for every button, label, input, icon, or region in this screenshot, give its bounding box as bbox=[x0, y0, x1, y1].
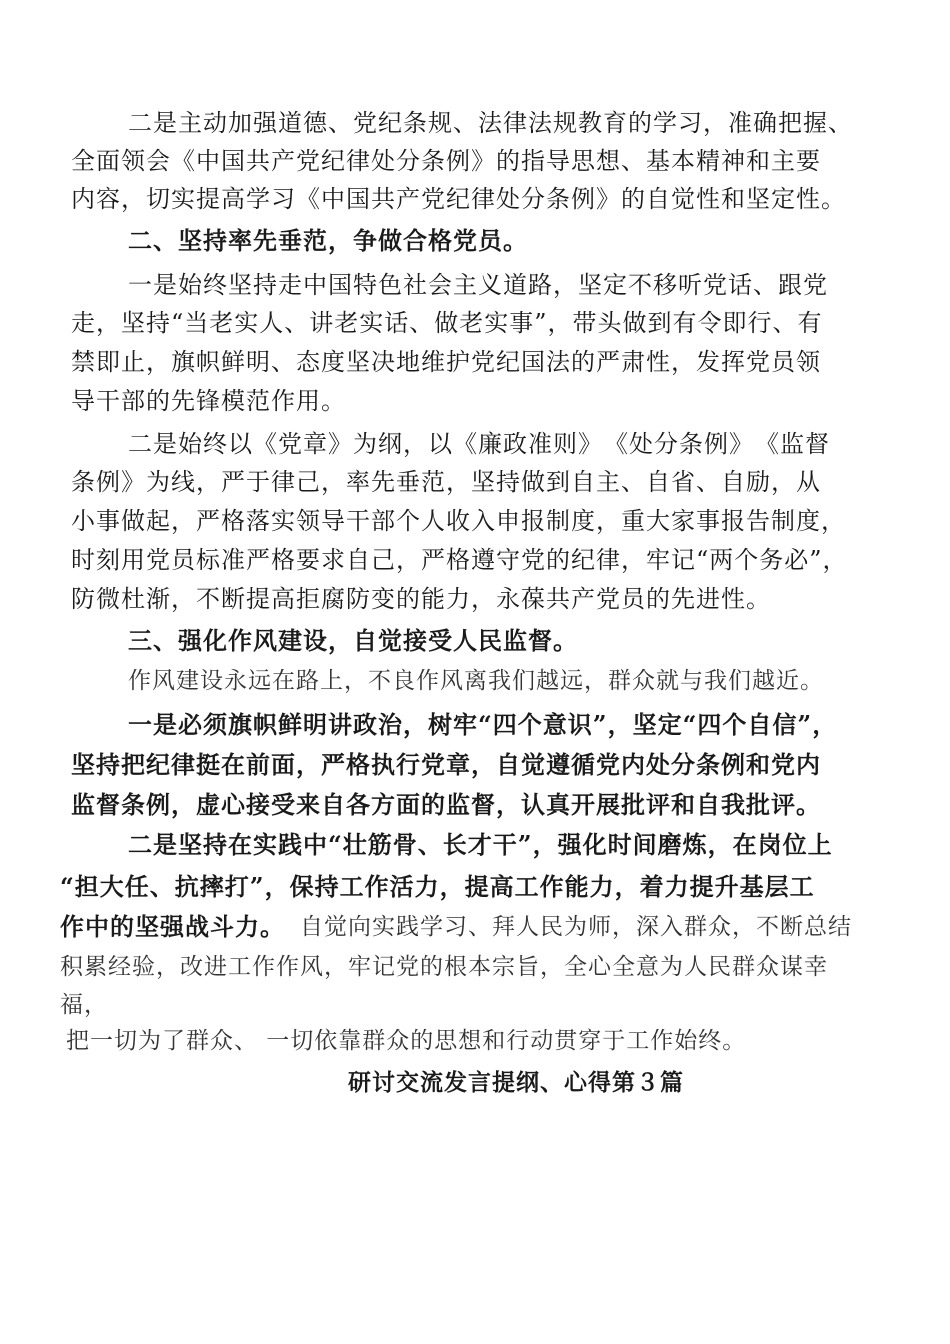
paragraph-line: 积累经验，改进工作作风，牢记党的根本宗旨，全心全意为人民群众谋幸 bbox=[60, 954, 828, 980]
paragraph-line: 自觉向实践学习、拜人民为师，深入群众，不断总结 bbox=[300, 914, 852, 940]
paragraph-line: 福， bbox=[60, 992, 108, 1018]
paragraph-line: 二是始终以《党章》为纲，以《廉政准则》 《处分条例》 《监督 bbox=[128, 430, 830, 458]
paragraph-line-bold: 一是必须旗帜鲜明讲政治，树牢“四个意识”，坚定“四个自信”， bbox=[128, 710, 838, 739]
page-title: 研讨交流发言提纲、心得第３篇 bbox=[348, 1070, 684, 1096]
paragraph-line-bold: 监督条例，虚心接受来自各方面的监督，认真开展批评和自我批评。 bbox=[71, 790, 821, 819]
paragraph-line: 作风建设永远在路上，不良作风离我们越远，群众就与我们越近。 bbox=[128, 668, 824, 694]
paragraph-line: 小事做起，严格落实领导干部个人收入申报制度，重大家事报告制度， bbox=[71, 507, 846, 535]
paragraph-line-bold: 作中的坚强战斗力。 bbox=[60, 912, 285, 941]
paragraph-line-bold: 坚持把纪律挺在前面，严格执行党章，自觉遵循党内处分条例和党内 bbox=[71, 750, 821, 779]
paragraph-line: 把一切为了群众、 一切依靠群众的思想和行动贯穿于工作始终。 bbox=[66, 1028, 747, 1054]
paragraph-line: 条例》为线，严于律己，率先垂范，坚持做到自主、自省、自励，从 bbox=[71, 468, 821, 496]
paragraph-line: 二是主动加强道德、党纪条规、法律法规教育的学习，准确把握、 bbox=[128, 109, 853, 137]
section-heading: 三、强化作风建设，自觉接受人民监督。 bbox=[128, 627, 578, 655]
paragraph-line: 禁即止，旗帜鲜明、态度坚决地维护党纪国法的严肃性，发挥党员领 bbox=[71, 348, 821, 376]
paragraph-line: 内容，切实提高学习《中国共产党纪律处分条例》的自觉性和坚定性。 bbox=[71, 185, 846, 213]
section-heading: 二、坚持率先垂范，争做合格党员。 bbox=[128, 227, 528, 255]
paragraph-line: 走，坚持“当老实人、讲老实话、做老实事”，带头做到有令即行、有 bbox=[71, 309, 823, 337]
paragraph-line: 时刻用党员标准严格要求自己，严格遵守党的纪律，牢记“两个务必”， bbox=[71, 546, 848, 574]
paragraph-line: 导干部的先锋模范作用。 bbox=[71, 387, 346, 415]
paragraph-line: 全面领会《中国共产党纪律处分条例》的指导思想、基本精神和主要 bbox=[71, 147, 821, 175]
paragraph-line: 防微杜渐，不断提高拒腐防变的能力，永葆共产党员的先进性。 bbox=[71, 585, 771, 613]
paragraph-line-bold: “担大任、抗摔打”，保持工作活力，提高工作能力，着力提升基层工 bbox=[60, 872, 815, 901]
paragraph-line: 一是始终坚持走中国特色社会主义道路，坚定不移听党话、跟党 bbox=[128, 271, 828, 299]
paragraph-line-bold: 二是坚持在实践中“壮筋骨、长才干”，强化时间磨炼，在岗位上 bbox=[128, 830, 833, 859]
